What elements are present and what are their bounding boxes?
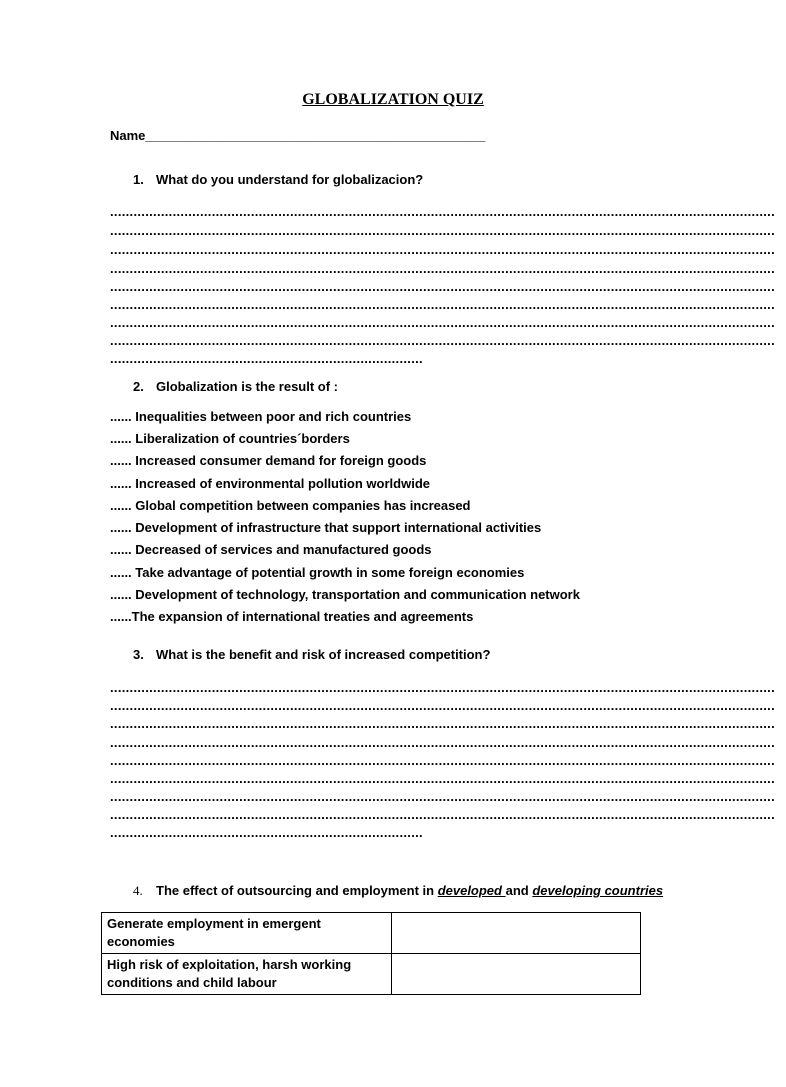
- answer-line[interactable]: ..........................................................................................................................................................................: [110, 789, 776, 804]
- table-row: [102, 954, 641, 995]
- question-4-text: The effect of outsourcing and employment in: [156, 883, 438, 898]
- answer-line[interactable]: ..........................................................................................................................................................................: [110, 315, 776, 330]
- answer-line[interactable]: ..........................................................................................................................................................................: [110, 735, 776, 750]
- option-item[interactable]: ...... Decreased of services and manufactured goods: [110, 542, 432, 557]
- option-item[interactable]: ...... Development of infrastructure that support international activities: [110, 520, 542, 535]
- question-4-developing: developing countries: [532, 883, 664, 898]
- answer-line[interactable]: ..........................................................................................................................................................................: [110, 297, 776, 312]
- table-cell-statement: [102, 954, 392, 995]
- question-4-number: 4.: [133, 883, 143, 898]
- answer-line[interactable]: ..........................................................................................................................................................................: [110, 261, 776, 276]
- answer-line[interactable]: ..........................................................................................................................................................................: [110, 753, 776, 768]
- question-4-developed: developed: [437, 883, 506, 898]
- option-item[interactable]: ...... Increased consumer demand for foreign goods: [110, 453, 427, 468]
- option-item[interactable]: ......The expansion of international treaties and agreements: [110, 609, 474, 624]
- question-3-text: What is the benefit and risk of increased competition?: [156, 647, 491, 662]
- answer-line[interactable]: ..........................................................................................................................................................................: [110, 223, 776, 238]
- question-1: [133, 172, 423, 187]
- option-item[interactable]: ...... Increased of environmental pollution worldwide: [110, 476, 430, 491]
- question-3: [133, 647, 490, 662]
- answer-line[interactable]: ..........................................................................................................................................................................: [110, 698, 776, 713]
- statement-line: High risk of exploitation, harsh working: [107, 957, 352, 972]
- question-2-text: Globalization is the result of :: [156, 379, 339, 394]
- answer-line[interactable]: ..........................................................................................................................................................................: [110, 242, 776, 257]
- question-2-number: 2.: [133, 379, 144, 394]
- answer-line-short[interactable]: ................................................................................: [110, 825, 423, 840]
- question-2: [133, 379, 338, 394]
- answer-line[interactable]: ..........................................................................................................................................................................: [110, 333, 776, 348]
- question-3-number: 3.: [133, 647, 144, 662]
- answer-line[interactable]: ..........................................................................................................................................................................: [110, 680, 776, 695]
- name-field-line[interactable]: Name_______________________________________________: [110, 128, 486, 143]
- question-4-and: and: [505, 883, 533, 898]
- statement-line: conditions and child labour: [107, 975, 277, 990]
- outsourcing-table: [101, 912, 641, 995]
- answer-line[interactable]: ..........................................................................................................................................................................: [110, 716, 776, 731]
- option-item[interactable]: ...... Development of technology, transportation and communication network: [110, 587, 580, 602]
- option-item[interactable]: ...... Take advantage of potential growth in some foreign economies: [110, 565, 525, 580]
- answer-line[interactable]: ..........................................................................................................................................................................: [110, 279, 776, 294]
- answer-line[interactable]: ..........................................................................................................................................................................: [110, 204, 776, 219]
- option-item[interactable]: ...... Inequalities between poor and rich countries: [110, 409, 412, 424]
- option-item[interactable]: ...... Global competition between companies has increased: [110, 498, 471, 513]
- table-row: [102, 913, 641, 954]
- question-1-number: 1.: [133, 172, 144, 187]
- statement-line: Generate employment in emergent: [107, 916, 321, 931]
- page-title: GLOBALIZATION QUIZ: [302, 91, 484, 108]
- table-cell-answer[interactable]: [391, 954, 640, 995]
- answer-line-short[interactable]: ................................................................................: [110, 351, 423, 366]
- question-1-text: What do you understand for globalizacion?: [156, 172, 424, 187]
- answer-line[interactable]: ..........................................................................................................................................................................: [110, 807, 776, 822]
- table-cell-answer[interactable]: [391, 913, 640, 954]
- statement-line: economies: [107, 934, 175, 949]
- question-4: [133, 883, 663, 899]
- table-cell-statement: [102, 913, 392, 954]
- option-item[interactable]: ...... Liberalization of countries´borders: [110, 431, 350, 446]
- answer-line[interactable]: ..........................................................................................................................................................................: [110, 771, 776, 786]
